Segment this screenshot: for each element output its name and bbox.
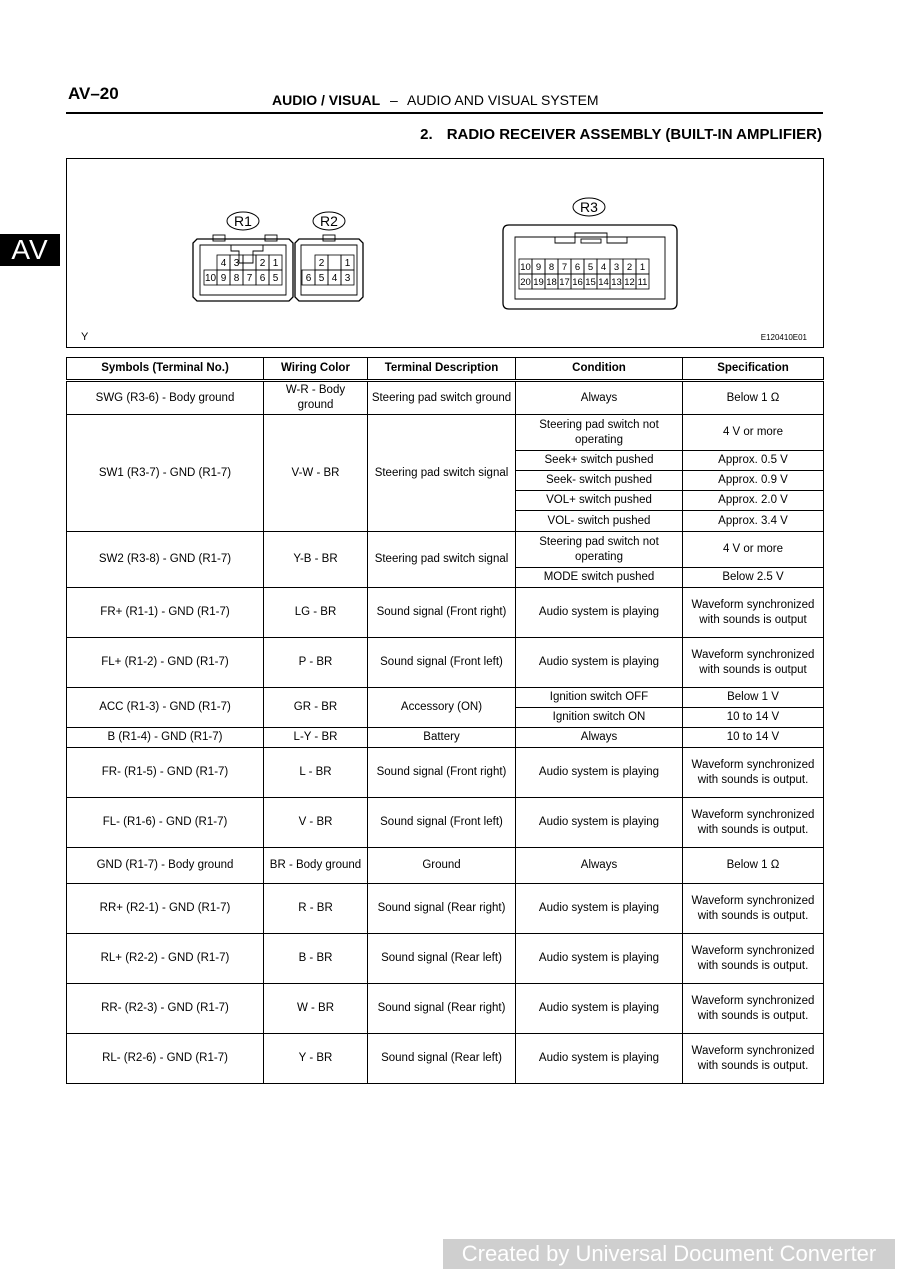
- cell-wiring: V-W - BR: [264, 415, 368, 532]
- cell-description: Steering pad switch signal: [368, 532, 516, 588]
- cell-condition: Always: [516, 848, 683, 884]
- cell-wiring: LG - BR: [264, 588, 368, 638]
- r3-pin-number: 7: [561, 262, 568, 273]
- cell-wiring: W - BR: [264, 984, 368, 1034]
- cell-symbol: FL- (R1-6) - GND (R1-7): [67, 798, 264, 848]
- r1-pin-number: 6: [259, 273, 266, 284]
- r3-pin-number: 3: [613, 262, 620, 273]
- cell-specification: Waveform synchronized with sounds is output.: [683, 1034, 824, 1084]
- table-row: [67, 984, 824, 1034]
- header-title-bold: AUDIO / VISUAL: [272, 92, 381, 108]
- cell-condition: Audio system is playing: [516, 638, 683, 688]
- cell-symbol: FR+ (R1-1) - GND (R1-7): [67, 588, 264, 638]
- cell-condition: Audio system is playing: [516, 1034, 683, 1084]
- r3-pin-number: 13: [611, 277, 622, 288]
- figure-code: E120410E01: [760, 333, 807, 342]
- cell-specification: Approx. 2.0 V: [683, 491, 824, 511]
- cell-wiring: L - BR: [264, 748, 368, 798]
- cell-wiring: L-Y - BR: [264, 728, 368, 748]
- cell-description: Sound signal (Rear left): [368, 934, 516, 984]
- cell-specification: Waveform synchronized with sounds is output.: [683, 748, 824, 798]
- r2-pin-number: 1: [344, 258, 351, 269]
- cell-condition: Audio system is playing: [516, 798, 683, 848]
- cell-condition: Always: [516, 381, 683, 415]
- col-header-specification: Specification: [683, 358, 824, 381]
- r3-pin-number: 17: [559, 277, 570, 288]
- cell-wiring: V - BR: [264, 798, 368, 848]
- r1-pin-number: 3: [233, 258, 240, 269]
- r3-pin-number: 16: [572, 277, 583, 288]
- cell-description: Sound signal (Front left): [368, 798, 516, 848]
- r3-pin-number: 8: [548, 262, 555, 273]
- connector-figure: [66, 158, 824, 348]
- r3-pin-number: 9: [535, 262, 542, 273]
- r3-pin-number: 6: [574, 262, 581, 273]
- r2-pin-number: 5: [318, 273, 325, 284]
- cell-specification: Waveform synchronized with sounds is output: [683, 588, 824, 638]
- page-code: AV–20: [68, 84, 119, 103]
- r3-pin-number: 2: [626, 262, 633, 273]
- cell-description: Sound signal (Rear left): [368, 1034, 516, 1084]
- header-title-rest: AUDIO AND VISUAL SYSTEM: [406, 92, 599, 108]
- cell-condition: Seek- switch pushed: [516, 471, 683, 491]
- table-row: [67, 1034, 824, 1084]
- cell-wiring: BR - Body ground: [264, 848, 368, 884]
- r3-pin-number: 1: [639, 262, 646, 273]
- table-row: [67, 532, 824, 568]
- cell-description: Ground: [368, 848, 516, 884]
- table-row: [67, 848, 824, 884]
- cell-description: Battery: [368, 728, 516, 748]
- r2-pin-cell: [328, 255, 341, 270]
- cell-specification: 10 to 14 V: [683, 728, 824, 748]
- r2-pin-number: 3: [344, 273, 351, 284]
- cell-condition: Audio system is playing: [516, 748, 683, 798]
- header-rule: [66, 112, 823, 114]
- cell-specification: Below 1 V: [683, 688, 824, 708]
- figure-corner-label: Y: [81, 331, 89, 343]
- r3-pin-number: 15: [585, 277, 596, 288]
- cell-specification: Waveform synchronized with sounds is output.: [683, 884, 824, 934]
- table-row: [67, 638, 824, 688]
- cell-condition: Always: [516, 728, 683, 748]
- watermark: Created by Universal Document Converter: [443, 1239, 895, 1269]
- r3-pin-number: 18: [546, 277, 557, 288]
- r3-pin-number: 14: [598, 277, 609, 288]
- cell-symbol: FL+ (R1-2) - GND (R1-7): [67, 638, 264, 688]
- r1-pin-number: 10: [204, 273, 217, 284]
- connector-diagram: [67, 159, 823, 347]
- cell-symbol: RL- (R2-6) - GND (R1-7): [67, 1034, 264, 1084]
- cell-specification: Waveform synchronized with sounds is output.: [683, 934, 824, 984]
- cell-wiring: R - BR: [264, 884, 368, 934]
- cell-specification: Approx. 3.4 V: [683, 511, 824, 532]
- r1-pin-number: 5: [272, 273, 279, 284]
- side-tab: AV: [0, 234, 60, 266]
- cell-condition: Seek+ switch pushed: [516, 451, 683, 471]
- cell-symbol: RR- (R2-3) - GND (R1-7): [67, 984, 264, 1034]
- col-header-description: Terminal Description: [368, 358, 516, 381]
- cell-condition: MODE switch pushed: [516, 568, 683, 588]
- cell-specification: Below 1 Ω: [683, 381, 824, 415]
- cell-description: Sound signal (Rear right): [368, 884, 516, 934]
- table-row: [67, 415, 824, 451]
- cell-condition: VOL+ switch pushed: [516, 491, 683, 511]
- cell-symbol: FR- (R1-5) - GND (R1-7): [67, 748, 264, 798]
- cell-specification: Approx. 0.9 V: [683, 471, 824, 491]
- cell-wiring: Y-B - BR: [264, 532, 368, 588]
- r3-pin-number: 5: [587, 262, 594, 273]
- cell-specification: 10 to 14 V: [683, 708, 824, 728]
- r2-pin-number: 4: [331, 273, 338, 284]
- cell-specification: 4 V or more: [683, 532, 824, 568]
- r1-pin-number: 2: [259, 258, 266, 269]
- cell-symbol: SW1 (R3-7) - GND (R1-7): [67, 415, 264, 532]
- r3-pin-number: 20: [520, 277, 531, 288]
- cell-condition: VOL- switch pushed: [516, 511, 683, 532]
- header-title-separator: –: [390, 92, 398, 108]
- cell-wiring: GR - BR: [264, 688, 368, 728]
- cell-wiring: W-R - Body ground: [264, 381, 368, 415]
- cell-description: Sound signal (Front right): [368, 588, 516, 638]
- cell-symbol: SW2 (R3-8) - GND (R1-7): [67, 532, 264, 588]
- r1-pin-number: 1: [272, 258, 279, 269]
- table-row: [67, 798, 824, 848]
- cell-specification: Below 2.5 V: [683, 568, 824, 588]
- table-row: [67, 884, 824, 934]
- cell-description: Sound signal (Front left): [368, 638, 516, 688]
- cell-symbol: ACC (R1-3) - GND (R1-7): [67, 688, 264, 728]
- cell-specification: 4 V or more: [683, 415, 824, 451]
- r3-pin-number: 4: [600, 262, 607, 273]
- terminal-spec-table: [66, 357, 824, 1084]
- cell-description: Accessory (ON): [368, 688, 516, 728]
- cell-condition: Steering pad switch not operating: [516, 415, 683, 451]
- cell-specification: Approx. 0.5 V: [683, 451, 824, 471]
- r1-label: R1: [234, 213, 252, 229]
- cell-specification: Below 1 Ω: [683, 848, 824, 884]
- table-row: [67, 688, 824, 708]
- table-row: [67, 588, 824, 638]
- table-row: [67, 748, 824, 798]
- cell-symbol: RL+ (R2-2) - GND (R1-7): [67, 934, 264, 984]
- cell-wiring: Y - BR: [264, 1034, 368, 1084]
- table-row: [67, 728, 824, 748]
- r1-pin-number: 9: [220, 273, 227, 284]
- cell-wiring: P - BR: [264, 638, 368, 688]
- col-header-wiring: Wiring Color: [264, 358, 368, 381]
- cell-specification: Waveform synchronized with sounds is output: [683, 638, 824, 688]
- cell-symbol: GND (R1-7) - Body ground: [67, 848, 264, 884]
- r1-pin-number: 8: [233, 273, 240, 284]
- r3-pin-number: 12: [624, 277, 635, 288]
- cell-specification: Waveform synchronized with sounds is output.: [683, 984, 824, 1034]
- r3-label: R3: [580, 199, 598, 215]
- r3-pin-number: 10: [520, 262, 531, 273]
- r2-pin-number: 2: [318, 258, 325, 269]
- cell-condition: Audio system is playing: [516, 588, 683, 638]
- cell-description: Steering pad switch signal: [368, 415, 516, 532]
- col-header-condition: Condition: [516, 358, 683, 381]
- cell-wiring: B - BR: [264, 934, 368, 984]
- cell-symbol: B (R1-4) - GND (R1-7): [67, 728, 264, 748]
- header-title: [272, 92, 599, 108]
- cell-condition: Audio system is playing: [516, 884, 683, 934]
- cell-condition: Audio system is playing: [516, 984, 683, 1034]
- r1-pin-number: 7: [246, 273, 253, 284]
- cell-description: Sound signal (Rear right): [368, 984, 516, 1034]
- cell-description: Steering pad switch ground: [368, 381, 516, 415]
- section-number: 2.: [420, 126, 433, 143]
- r3-pin-number: 19: [533, 277, 544, 288]
- cell-specification: Waveform synchronized with sounds is output.: [683, 798, 824, 848]
- cell-condition: Ignition switch OFF: [516, 688, 683, 708]
- section-heading: RADIO RECEIVER ASSEMBLY (BUILT-IN AMPLIFIER): [446, 126, 822, 143]
- cell-description: Sound signal (Front right): [368, 748, 516, 798]
- cell-condition: Ignition switch ON: [516, 708, 683, 728]
- col-header-symbol: Symbols (Terminal No.): [67, 358, 264, 381]
- r2-label: R2: [320, 213, 338, 229]
- r2-pin-number: 6: [305, 273, 312, 284]
- table-row: [67, 934, 824, 984]
- r1-pin-cell: [243, 255, 256, 270]
- cell-symbol: SWG (R3-6) - Body ground: [67, 381, 264, 415]
- cell-condition: Audio system is playing: [516, 934, 683, 984]
- cell-condition: Steering pad switch not operating: [516, 532, 683, 568]
- cell-symbol: RR+ (R2-1) - GND (R1-7): [67, 884, 264, 934]
- table-row: [67, 381, 824, 415]
- section-title: [420, 126, 822, 143]
- r1-pin-number: 4: [220, 258, 227, 269]
- r3-pin-number: 11: [637, 277, 648, 288]
- table-header-row: [67, 358, 824, 381]
